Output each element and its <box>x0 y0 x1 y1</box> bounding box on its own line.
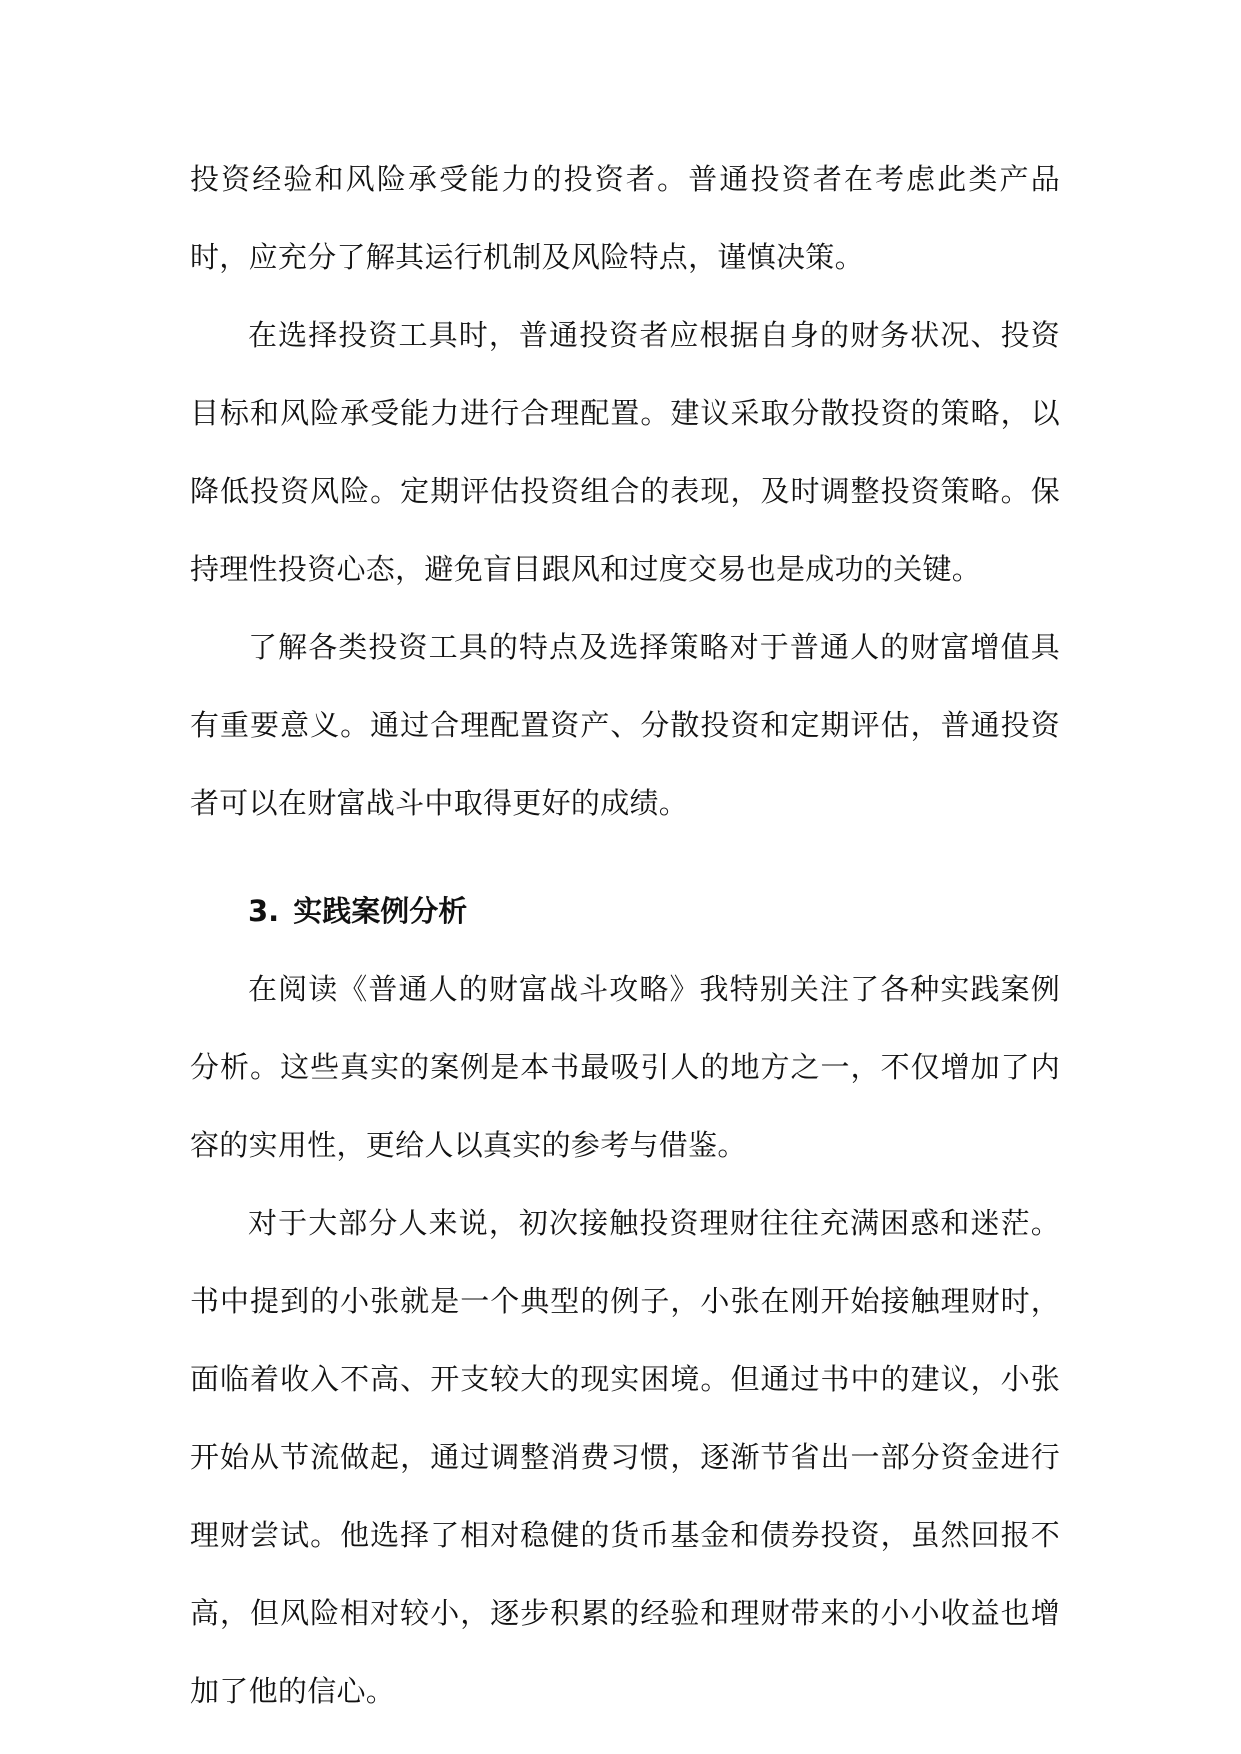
paragraph: 在阅读《普通人的财富战斗攻略》我特别关注了各种实践案例分析。这些真实的案例是本书最吸引人的地方之一，不仅增加了内容的实用性，更给人以真实的参考与借鉴。 <box>190 972 1060 1162</box>
section-title: 实践案例分析 <box>293 894 468 928</box>
paragraph: 在选择投资工具时，普通投资者应根据自身的财务状况、投资目标和风险承受能力进行合理配置。建议采取分散投资的策略，以降低投资风险。定期评估投资组合的表现，及时调整投资策略。保持理性投资心态，避免盲目跟风和过度交易也是成功的关键。 <box>190 318 1060 586</box>
paragraph: 对于大部分人来说，初次接触投资理财往往充满困惑和迷茫。书中提到的小张就是一个典型的例子，小张在刚开始接触理财时，面临着收入不高、开支较大的现实困境。但通过书中的建议，小张开始从节流做起，通过调整消费习惯，逐渐节省出一部分资金进行理财尝试。他选择了相对稳健的货币基金和债券投资，虽然回报不高，但风险相对较小，逐步积累的经验和理财带来的小小收益也增加了他的信心。 <box>190 1206 1060 1708</box>
paragraph-continued: 投资经验和风险承受能力的投资者。普通投资者在考虑此类产品时，应充分了解其运行机制及风险特点，谨慎决策。 <box>190 162 1060 274</box>
section-heading <box>190 872 1060 950</box>
section-number: 3. <box>248 894 280 928</box>
document-body <box>190 140 1060 1730</box>
paragraph: 了解各类投资工具的特点及选择策略对于普通人的财富增值具有重要意义。通过合理配置资产、分散投资和定期评估，普通投资者可以在财富战斗中取得更好的成绩。 <box>190 630 1060 820</box>
